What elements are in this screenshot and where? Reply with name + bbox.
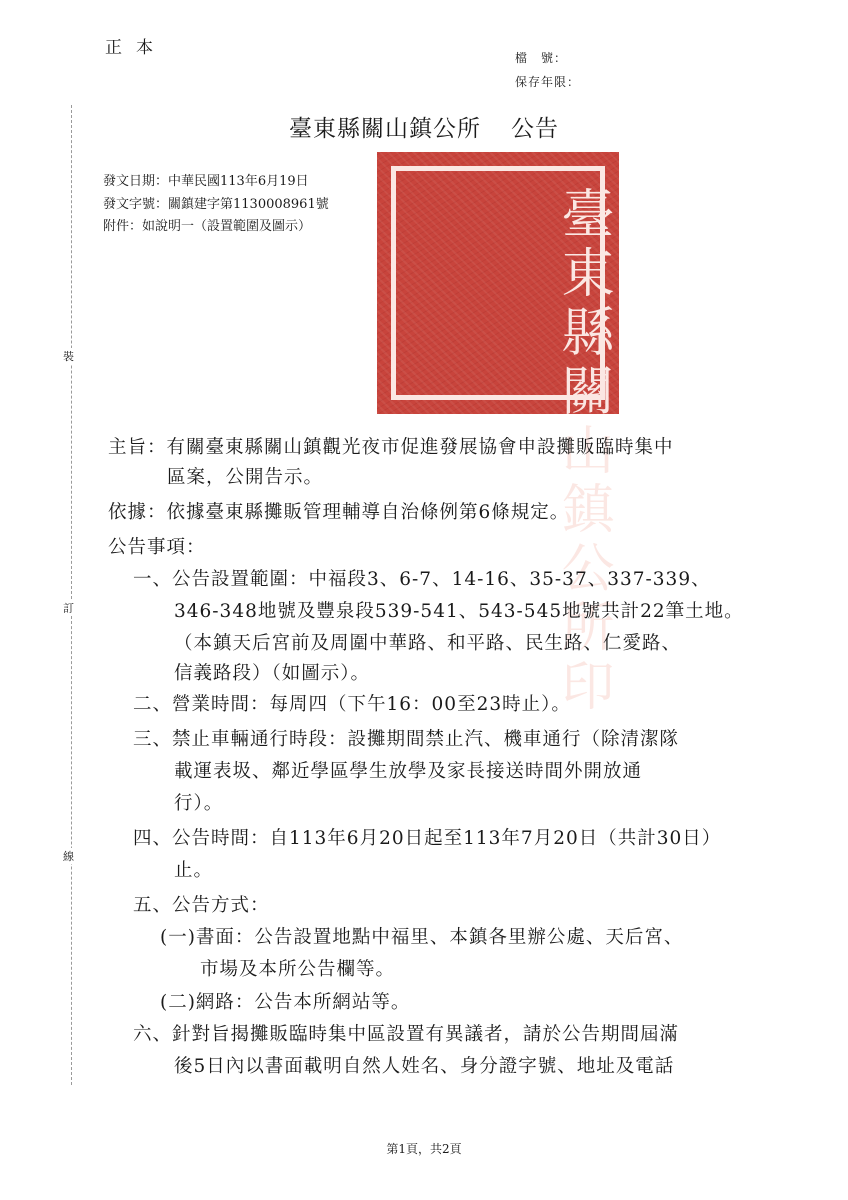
basis-line: 依據：依據臺東縣攤販管理輔導自治條例第6條規定。 [108, 502, 570, 523]
item1-line-4: 信義路段）（如圖示）。 [174, 663, 371, 684]
retention-label: 保存年限： [515, 75, 581, 89]
subject-line-1: 主旨：有關臺東縣關山鎮觀光夜市促進發展協會申設攤販臨時集中 [108, 437, 674, 458]
item3-line-1: 三、禁止車輛通行時段：設攤期間禁止汽、機車通行（除清潔隊 [133, 729, 680, 750]
official-seal [377, 152, 619, 717]
margin-mark-bind: 裝 [63, 350, 74, 363]
page-title [0, 110, 848, 143]
item3-line-3: 行）。 [174, 793, 224, 814]
item4-line-1: 四、公告時間：自113年6月20日起至113年7月20日（共計30日） [133, 828, 722, 849]
seal-text: 臺東縣關山鎮公所印 [553, 186, 614, 717]
margin-mark-staple: 訂 [63, 602, 74, 615]
binding-margin-line [71, 105, 72, 1085]
issue-date: 發文日期：中華民國113年6月19日 [103, 174, 309, 189]
subject-line-2: 區案，公開告示。 [167, 467, 324, 488]
page-number: 第1頁，共2頁 [386, 1142, 462, 1156]
office-name: 臺東縣關山鎮公所 [289, 116, 481, 142]
doc-number: 發文字號：關鎮建字第1130008961號 [103, 197, 329, 212]
items-heading: 公告事項： [108, 537, 206, 558]
item2-line: 二、營業時間：每周四（下午16：00至23時止）。 [133, 694, 571, 715]
item5-sub1-line-1: (一)書面：公告設置地點中福里、本鎮各里辦公處、天后宮、 [160, 927, 684, 948]
item6-line-2: 後5日內以書面載明自然人姓名、身分證字號、地址及電話 [174, 1056, 675, 1077]
item3-line-2: 載運表圾、鄰近學區學生放學及家長接送時間外開放通 [174, 761, 643, 782]
item6-line-1: 六、針對旨揭攤販臨時集中區設置有異議者，請於公告期間屆滿 [133, 1024, 680, 1045]
document-type: 公告 [511, 116, 559, 142]
item5-line: 五、公告方式： [133, 895, 270, 916]
attachment: 附件：如說明一（設置範圍及圖示） [103, 219, 312, 234]
margin-mark-line: 線 [63, 850, 74, 863]
copy-mark: 正本 [105, 38, 167, 58]
item1-line-1: 一、公告設置範圍：中福段3、6-7、14-16、35-37、337-339、 [133, 569, 711, 590]
item1-line-3: （本鎮天后宮前及周圍中華路、和平路、民生路、仁愛路、 [174, 633, 682, 654]
item1-line-2: 346-348地號及豐泉段539-541、543-545地號共計22筆土地。 [174, 601, 744, 622]
item5-sub1-line-2: 市場及本所公告欄等。 [200, 959, 396, 980]
item5-sub2-line: (二)網路：公告本所網站等。 [160, 992, 411, 1013]
file-number-label: 檔 號： [515, 51, 568, 65]
item4-line-2: 止。 [174, 860, 214, 881]
